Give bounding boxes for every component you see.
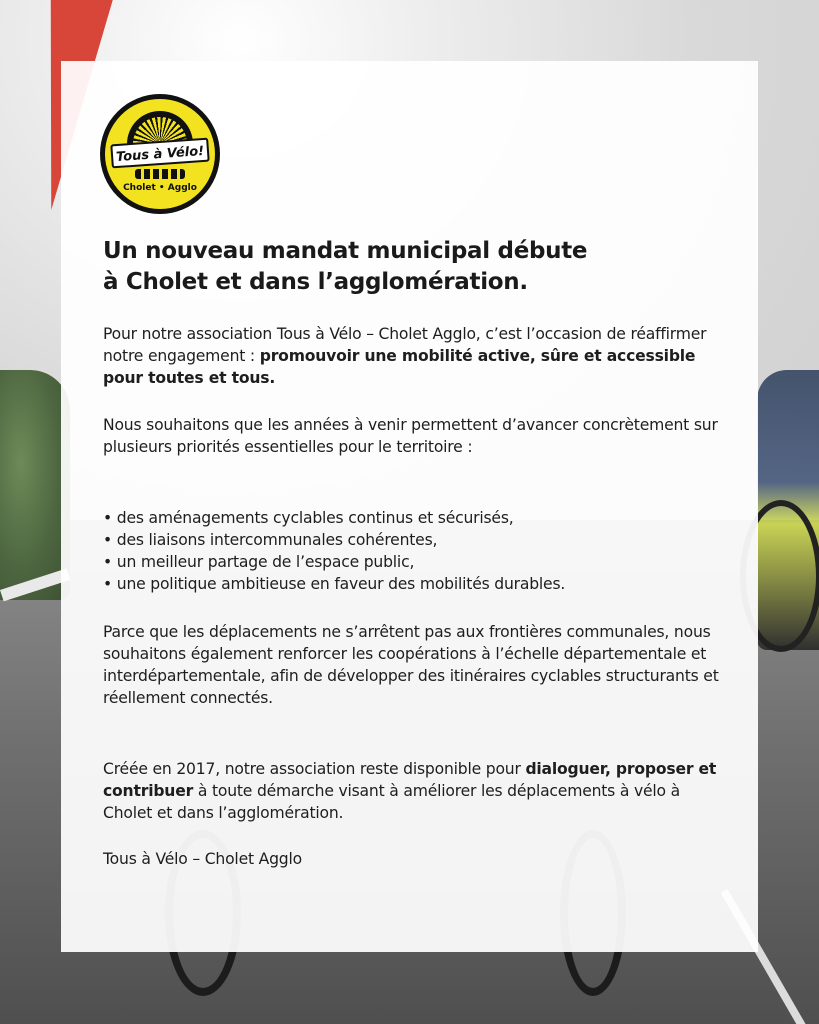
list-item: • un meilleur partage de l’espace public, <box>103 553 415 571</box>
hedge <box>0 370 70 600</box>
priorities-intro: Nous souhaitons que les années à venir permettent d’avancer concrètement sur plusieurs priorités essentielles pour le territoire : <box>103 416 718 456</box>
association-logo <box>100 94 220 214</box>
logo-disc <box>105 99 215 209</box>
list-item: • des liaisons intercommunales cohérentes, <box>103 531 438 549</box>
announcement-card <box>61 61 758 952</box>
closing-text-after: à toute démarche visant à améliorer les déplacements à vélo à Cholet et dans l’agglomération. <box>103 782 680 822</box>
headline-line-2: à Cholet et dans l’agglomération. <box>103 269 528 295</box>
intro-paragraph <box>103 323 728 389</box>
signature: Tous à Vélo – Cholet Agglo <box>103 850 302 868</box>
headline-line-1: Un nouveau mandat municipal débute <box>103 238 588 264</box>
list-item: • une politique ambitieuse en faveur des mobilités durables. <box>103 575 566 593</box>
cooperation-paragraph: Parce que les déplacements ne s’arrêtent pas aux frontières communales, nous souhaitons également renforcer les coopérations à l’échelle départementale et interdépartementale, afin de développer des itinéraires cyclables structurants et réellement connectés. <box>103 623 719 707</box>
closing-text-before: Créée en 2017, notre association reste disponible pour <box>103 760 526 778</box>
closing-paragraph <box>103 758 728 824</box>
closing-emphasis: dialoguer, proposer et contribuer <box>103 760 717 800</box>
intro-text: Pour notre association Tous à Vélo – Cholet Agglo, c’est l’occasion de réaffirmer notre engagement : <box>103 325 707 365</box>
logo-name: Tous à Vélo! <box>110 138 209 169</box>
priorities-list <box>103 507 728 595</box>
intro-emphasis: promouvoir une mobilité active, sûre et accessible pour toutes et tous. <box>103 347 696 387</box>
headline <box>103 236 703 298</box>
riders-icon <box>135 169 185 179</box>
logo-subtitle: Cholet • Agglo <box>123 183 197 193</box>
list-item: • des aménagements cyclables continus et sécurisés, <box>103 509 514 527</box>
